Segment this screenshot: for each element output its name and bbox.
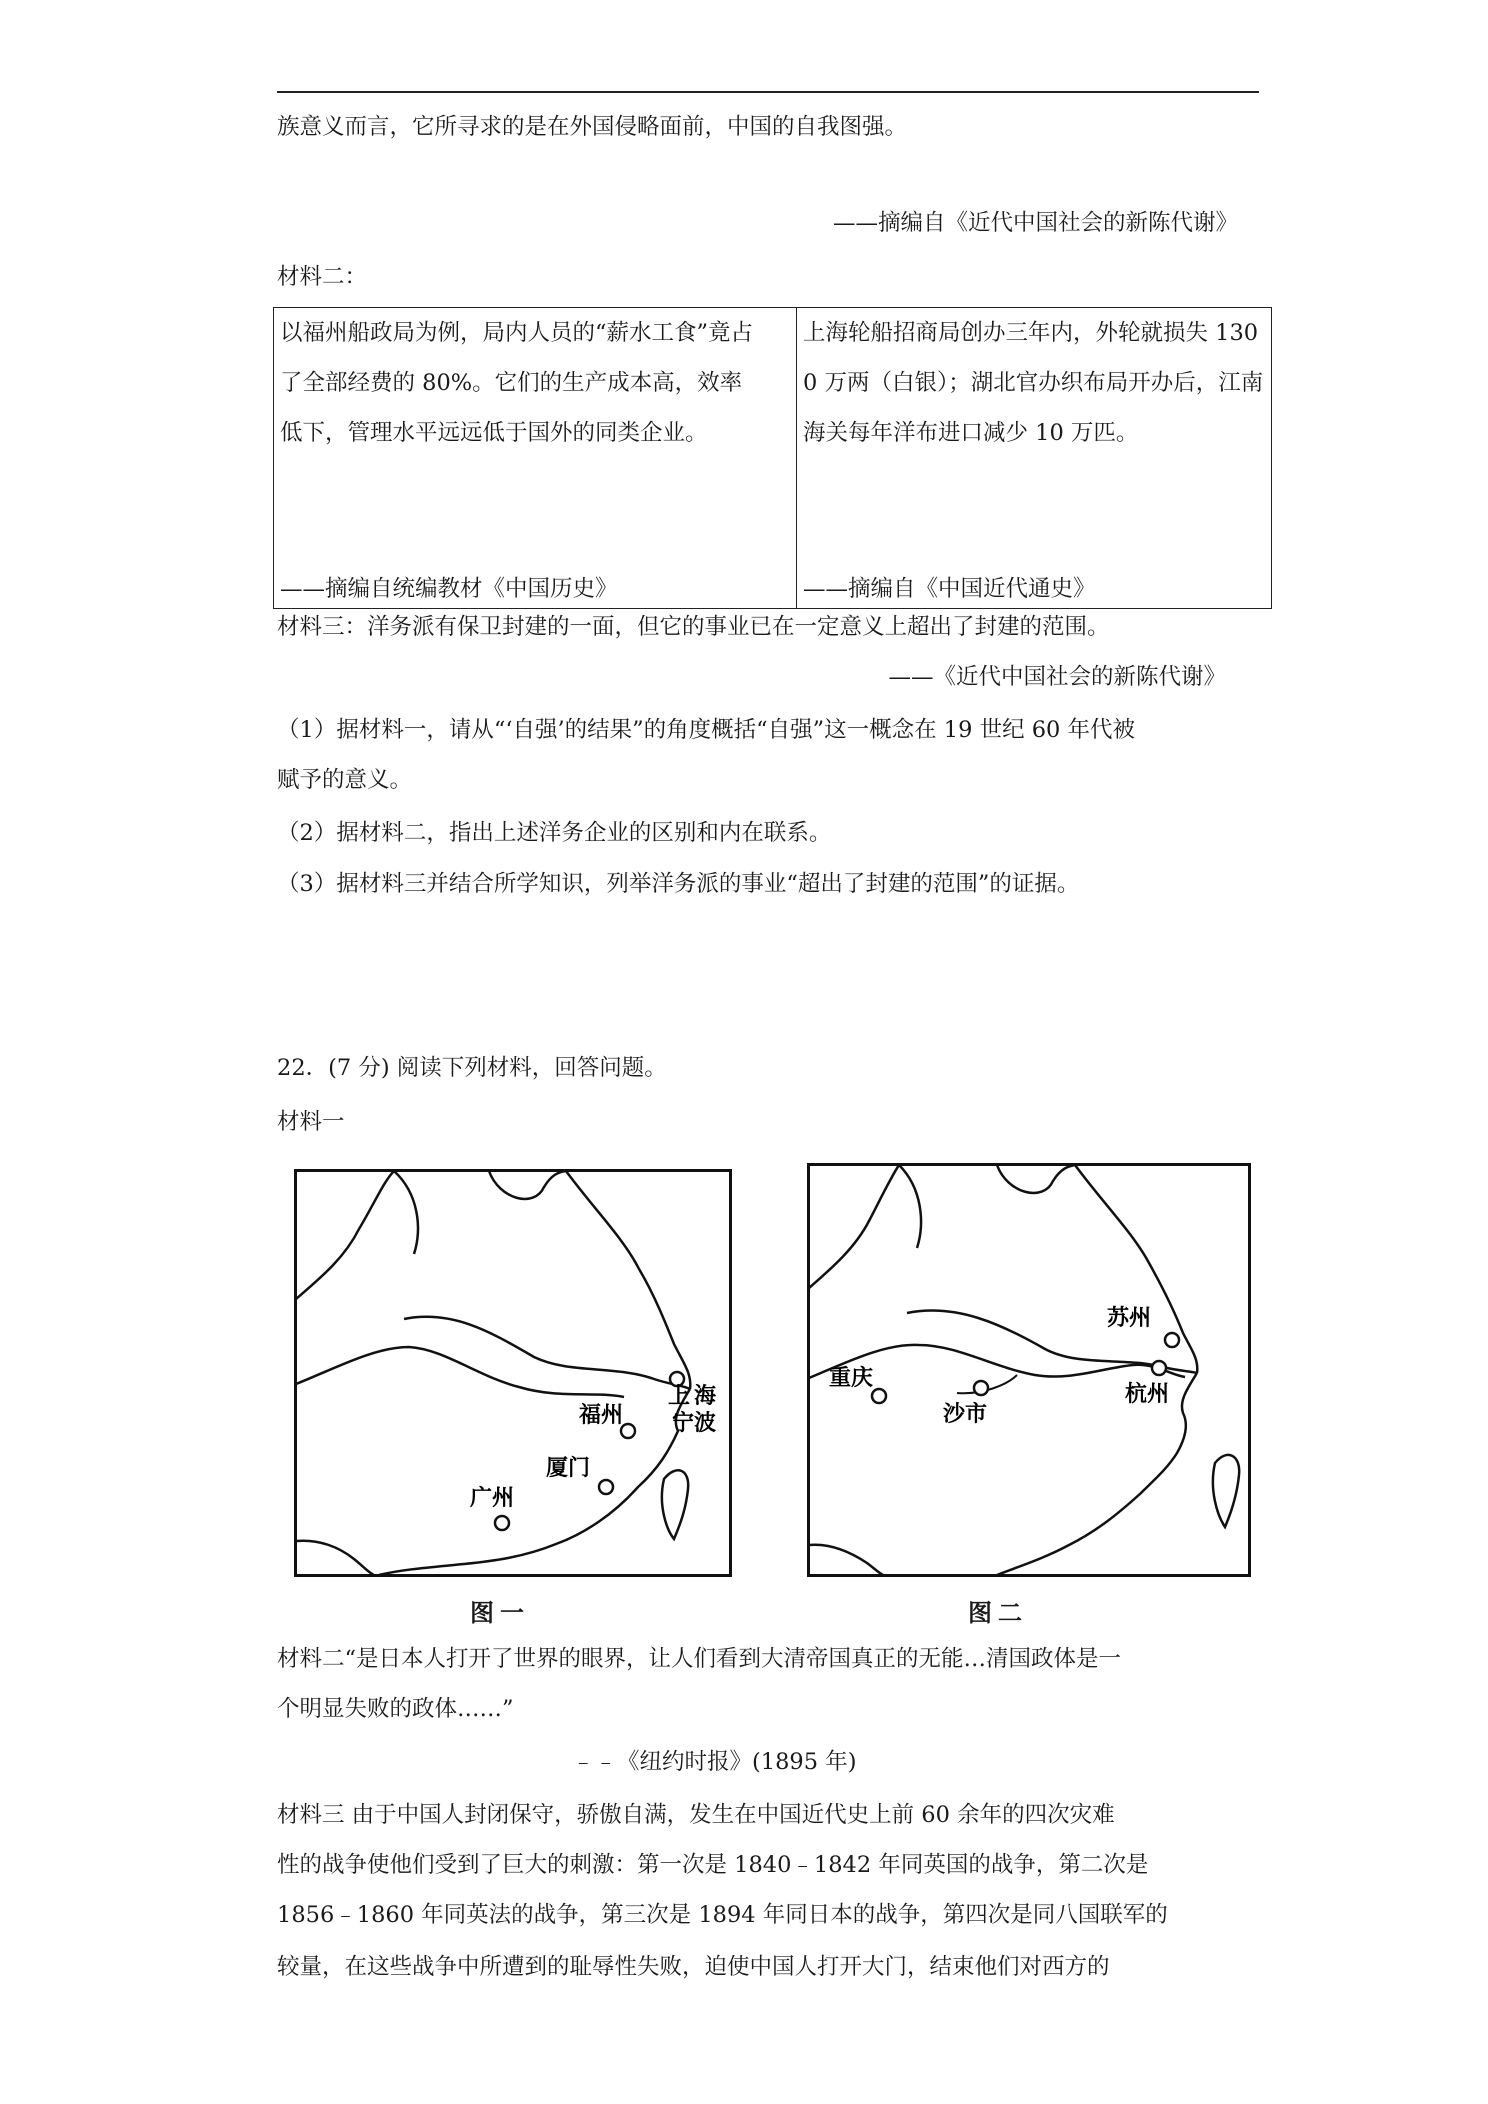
chongqing-marker <box>872 1389 886 1403</box>
material2-right-text: 上海轮船招商局创办三年内，外轮就损失 1300 万两（白银）；湖北官办织布局开办后，江南海关每年洋布进口减少 10 万匹。 <box>803 320 1264 446</box>
question-2: （2）据材料二，指出上述洋务企业的区别和内在联系。 <box>277 820 832 846</box>
map1-label-xiamen: 厦门 <box>546 1456 591 1481</box>
map-2 <box>807 1163 1251 1581</box>
question-3: （3）据材料三并结合所学知识，列举洋务派的事业“超出了封建的范围”的证据。 <box>277 871 1080 897</box>
map1-label-fuzhou: 福州 <box>579 1403 624 1428</box>
material3-text: 材料三：洋务派有保卫封建的一面，但它的事业已在一定意义上超出了封建的范围。 <box>277 614 1110 640</box>
q22-material1-label: 材料一 <box>277 1109 345 1135</box>
xiamen-marker <box>599 1480 613 1494</box>
shashi-marker <box>974 1381 988 1395</box>
map2-label-shashi: 沙市 <box>943 1402 988 1427</box>
map1-label-shanghai-1: 上 <box>668 1384 691 1409</box>
q22-material2-line2: 个明显失败的政体……” <box>277 1696 514 1722</box>
map1-label-shanghai-2: 海 <box>694 1384 717 1409</box>
map2-label-suzhou: 苏州 <box>1107 1306 1152 1331</box>
q22-material3-line4: 较量，在这些战争中所遭到的耻辱性失败，迫使中国人打开大门，结束他们对西方的 <box>277 1954 1110 1980</box>
map2-caption: 图二 <box>968 1598 1028 1627</box>
material2-right-cell <box>797 308 1272 609</box>
map-1 <box>294 1169 732 1581</box>
material1-tail: 族意义而言，它所寻求的是在外国侵略面前，中国的自我图强。 <box>277 114 908 140</box>
map2-label-hangzhou: 杭州 <box>1125 1382 1170 1407</box>
map1-caption: 图一 <box>470 1598 530 1627</box>
q22-material2-source: ﹣﹣《纽约时报》(1895 年) <box>572 1749 857 1775</box>
map1-label-guangzhou: 广州 <box>470 1486 515 1511</box>
question-1-line1: （1）据材料一，请从“‘自强’的结果”的角度概括“自强”这一概念在 19 世纪 60 年代被 <box>277 717 1136 743</box>
q22-material3-line1: 材料三 由于中国人封闭保守，骄傲自满，发生在中国近代史上前 60 余年的四次灾难 <box>277 1802 1115 1828</box>
map2-label-chongqing: 重庆 <box>829 1366 874 1391</box>
fuzhou-marker <box>621 1424 635 1438</box>
material2-table <box>273 307 1272 609</box>
question-1-line2: 赋予的意义。 <box>277 767 413 793</box>
material2-left-cell <box>274 308 797 609</box>
q22-material3-line3: 1856﹣1860 年同英法的战争，第三次是 1894 年同日本的战争，第四次是同八国联军的 <box>277 1902 1168 1928</box>
material3-source: ——《近代中国社会的新陈代谢》 <box>888 664 1226 690</box>
material2-label: 材料二： <box>277 264 368 290</box>
q22-material3-line2: 性的战争使他们受到了巨大的刺激：第一次是 1840﹣1842 年同英国的战争，第二次是 <box>277 1852 1149 1878</box>
suzhou-marker <box>1165 1333 1179 1347</box>
map1-label-ningbo: 宁波 <box>672 1411 717 1436</box>
material2-left-text: 以福州船政局为例，局内人员的“薪水工食”竟占了全部经费的 80%。它们的生产成本高，效率低下，管理水平远远低于国外的同类企业。 <box>280 320 754 446</box>
material1-source: ——摘编自《近代中国社会的新陈代谢》 <box>832 210 1238 236</box>
hangzhou-marker <box>1152 1361 1166 1375</box>
material2-right-source: ——摘编自《中国近代通史》 <box>803 576 1096 602</box>
material2-left-source: ——摘编自统编教材《中国历史》 <box>280 576 618 602</box>
guangzhou-marker <box>495 1516 509 1530</box>
q22-material2-line1: 材料二“是日本人打开了世界的眼界，让人们看到大清帝国真正的无能…清国政体是一 <box>277 1646 1122 1672</box>
q22-heading: 22．(7 分) 阅读下列材料，回答问题。 <box>277 1055 667 1081</box>
header-rule <box>277 91 1259 93</box>
